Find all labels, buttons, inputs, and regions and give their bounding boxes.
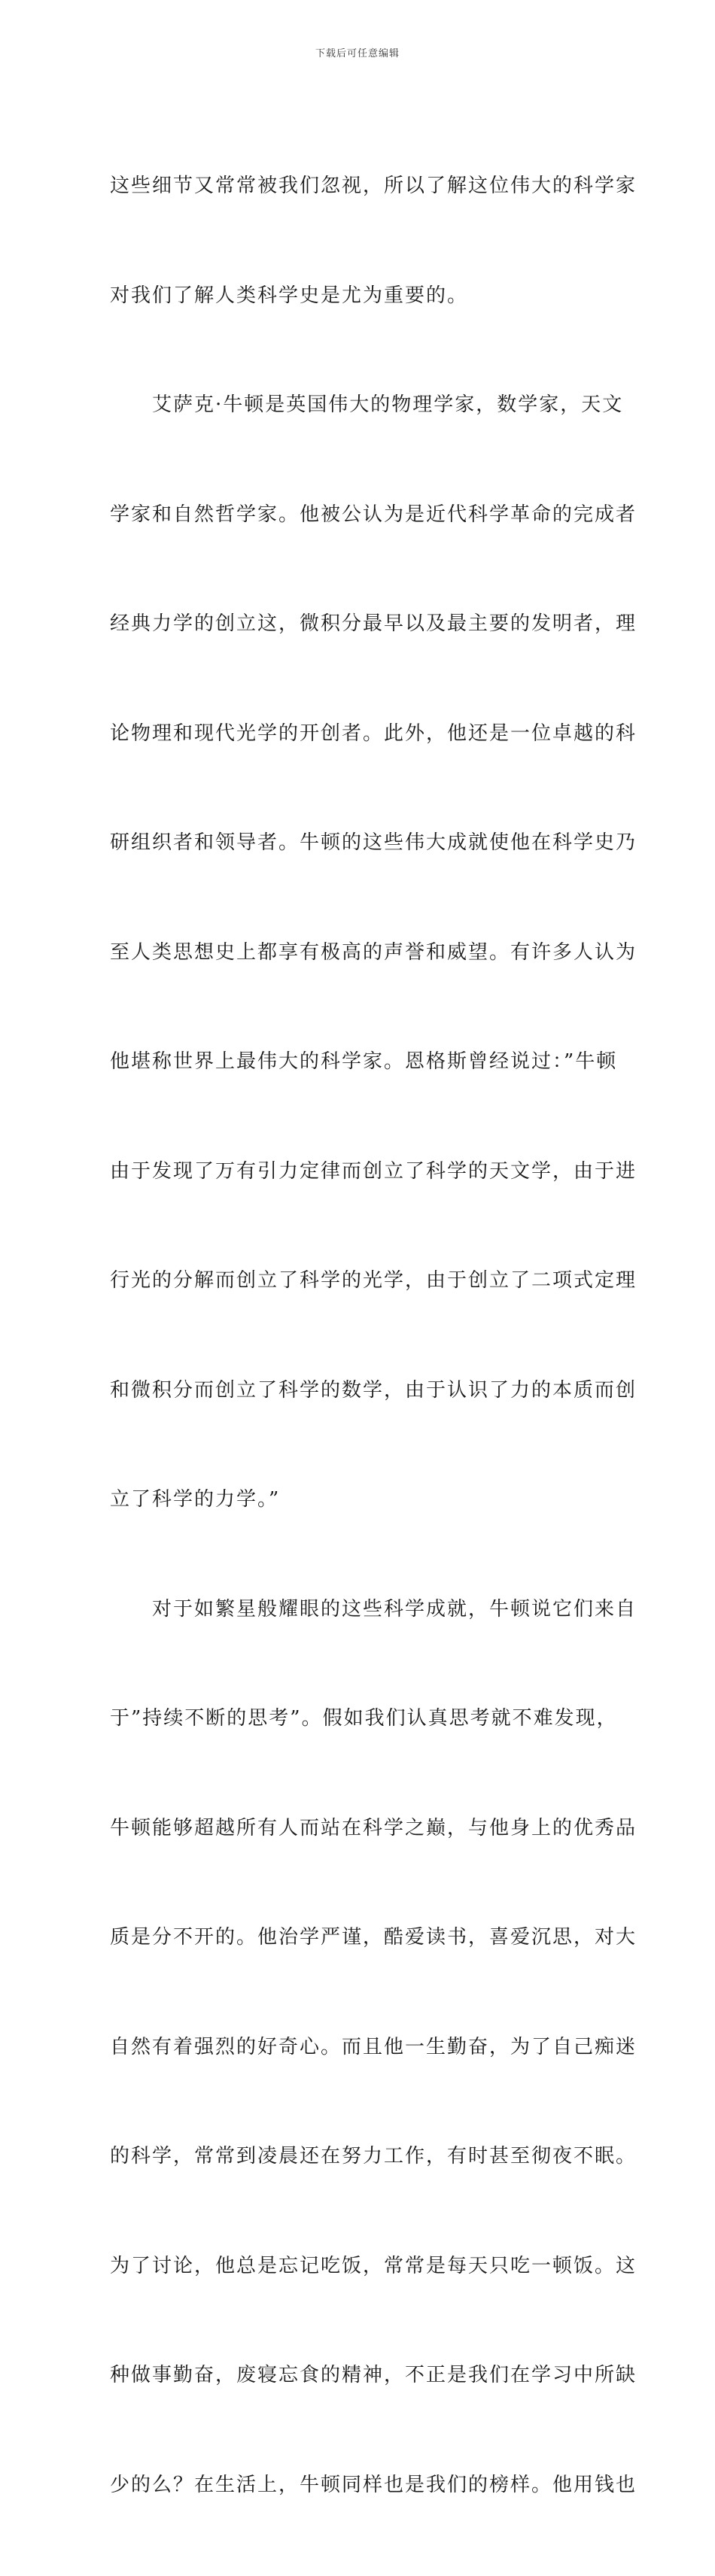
- body-text: [110, 95, 637, 2576]
- paragraph-block: [110, 95, 637, 2576]
- text-line: 质是分不开的。他治学严谨，酷爱读书，喜爱沉思，对大: [110, 1926, 637, 1949]
- page-header: 下载后可任意编辑: [315, 48, 400, 59]
- text-line: 至人类思想史上都享有极高的声誉和威望。有许多人认为: [110, 940, 637, 964]
- text-line: 学家和自然哲学家。他被公认为是近代科学革命的完成者: [110, 503, 637, 526]
- text-line: 论物理和现代光学的开创者。此外，他还是一位卓越的科: [110, 721, 637, 745]
- text-line: 经典力学的创立这，微积分最早以及最主要的发明者，理: [110, 612, 637, 635]
- text-line: 自然有着强烈的好奇心。而且他一生勤奋，为了自己痴迷: [110, 2035, 637, 2058]
- text-line: 研组织者和领导者。牛顿的这些伟大成就使他在科学史乃: [110, 831, 637, 854]
- text-line: 对我们了解人类科学史是尤为重要的。: [110, 284, 469, 307]
- text-line: 这些细节又常常被我们忽视，所以了解这位伟大的科学家: [110, 175, 637, 197]
- text-line: 立了科学的力学。”: [110, 1488, 281, 1511]
- text-line: 行光的分解而创立了科学的光学，由于创立了二项式定理: [110, 1269, 637, 1292]
- text-line: 由于发现了万有引力定律而创立了科学的天文学，由于进: [110, 1159, 637, 1183]
- text-line: 于”持续不断的思考”。假如我们认真思考就不难发现，: [110, 1707, 618, 1730]
- text-line: 和微积分而创立了科学的数学，由于认识了力的本质而创: [110, 1378, 637, 1402]
- text-line: 的科学，常常到凌晨还在努力工作，有时甚至彻夜不眠。: [110, 2145, 637, 2167]
- text-line: 艾萨克·牛顿是英国伟大的物理学家，数学家，天文: [110, 393, 624, 416]
- text-line: 种做事勤奋，废寝忘食的精神，不正是我们在学习中所缺: [110, 2364, 637, 2386]
- text-line: 少的么？在生活上，牛顿同样也是我们的榜样。他用钱也: [110, 2473, 637, 2496]
- text-line: 他堪称世界上最伟大的科学家。恩格斯曾经说过：”牛顿: [110, 1050, 618, 1073]
- text-line: 对于如繁星般耀眼的这些科学成就，牛顿说它们来自: [110, 1597, 637, 1621]
- text-line: 牛顿能够超越所有人而站在科学之巅，与他身上的优秀品: [110, 1816, 637, 1839]
- text-line: 为了讨论，他总是忘记吃饭，常常是每天只吃一顿饭。这: [110, 2254, 637, 2277]
